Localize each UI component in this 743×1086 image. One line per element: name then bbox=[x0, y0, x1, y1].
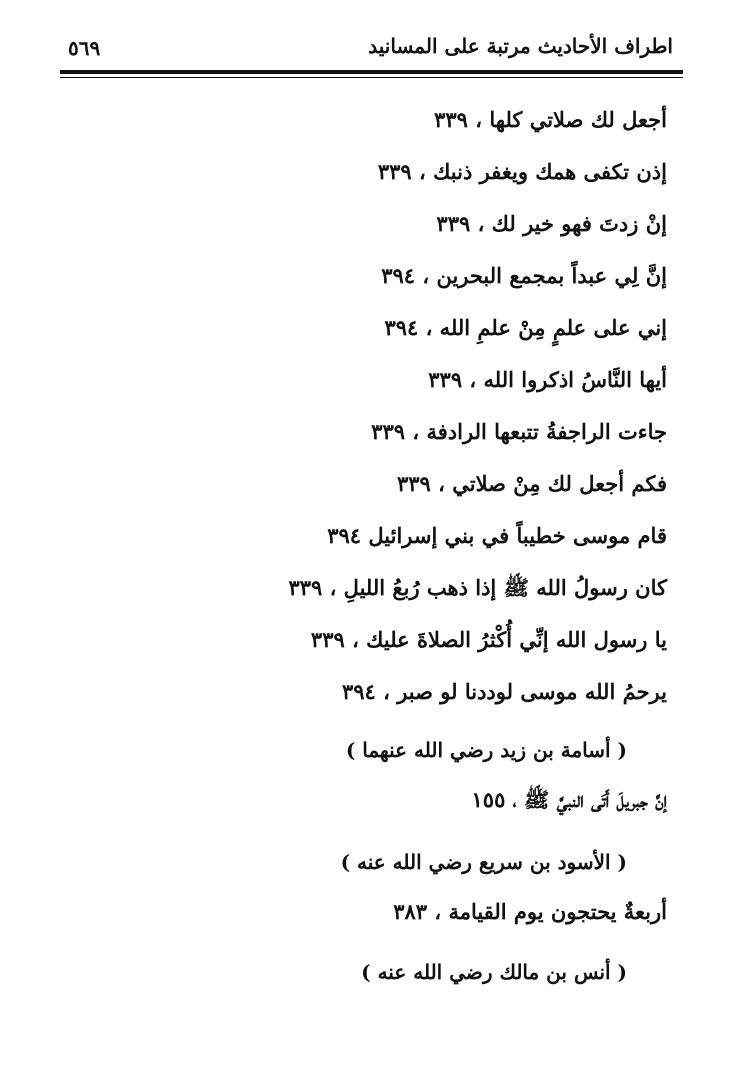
narrator-heading: ( أنس بن مالك رضي الله عنه ) bbox=[361, 960, 627, 984]
hadith-entry: أربعةٌ يحتجون يوم القيامة ، ٣٨٣ bbox=[393, 899, 667, 924]
narrator-heading: ( أسامة بن زيد رضي الله عنهما ) bbox=[345, 738, 627, 762]
running-title: اطراف الأحاديث مرتبة على المسانيد bbox=[368, 34, 673, 58]
hadith-entry: يرحمُ الله موسى لوددنا لو صبر ، ٣٩٤ bbox=[341, 679, 667, 704]
header-rule-thin bbox=[60, 77, 683, 78]
page-header bbox=[60, 28, 683, 68]
hadith-entry: أجعل لك صلاتي كلها ، ٣٣٩ bbox=[434, 107, 667, 132]
hadith-entry: فكم أجعل لك مِنْ صلاتي ، ٣٣٩ bbox=[397, 471, 667, 496]
header-rule-thick bbox=[60, 70, 683, 74]
hadith-entry: إنْ زدتَ فهو خير لك ، ٣٣٩ bbox=[436, 211, 667, 236]
page-number: ٥٦٩ bbox=[68, 36, 101, 60]
hadith-entry: إذن تكفى همك ويغفر ذنبك ، ٣٣٩ bbox=[377, 159, 667, 184]
hadith-entry: جاءت الراجفةُ تتبعها الرادفة ، ٣٣٩ bbox=[371, 419, 667, 444]
hadith-entry: إنَّ جبريلَ أَتَى النبيَّ ﷺ ، ١٥٥ bbox=[471, 787, 667, 812]
hadith-entry: إنَّ لِي عبداً بمجمع البحرين ، ٣٩٤ bbox=[381, 263, 667, 288]
hadith-entry: قام موسى خطيباً في بني إسرائيل ٣٩٤ bbox=[327, 523, 667, 548]
hadith-entry: أيها النَّاسُ اذكروا الله ، ٣٣٩ bbox=[428, 367, 667, 392]
hadith-entry: يا رسول الله إنِّي أُكْثرُ الصلاةَ عليك ، ٣٣٩ bbox=[310, 627, 667, 652]
hadith-entry: إني على علمٍ مِنْ علمِ الله ، ٣٩٤ bbox=[384, 315, 667, 340]
hadith-entry: كان رسولُ الله ﷺ إذا ذهب رُبعُ الليلِ ، ٣٣٩ bbox=[288, 575, 667, 600]
narrator-heading: ( الأسود بن سريع رضي الله عنه ) bbox=[340, 850, 627, 874]
